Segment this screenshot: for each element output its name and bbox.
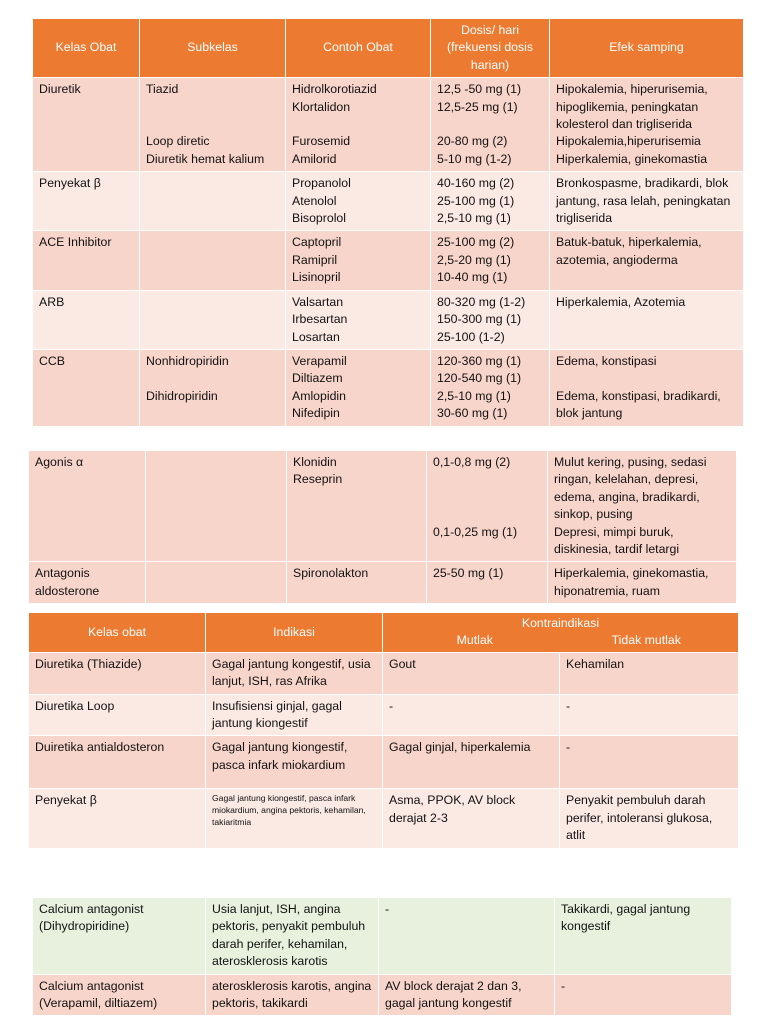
obat-text: Furosemid — [292, 134, 351, 149]
subkelas-cell — [140, 78, 286, 172]
header-indikasi: Indikasi — [206, 613, 383, 653]
dosis-text: 120-360 mg (1) — [437, 353, 522, 368]
dosis-text: 12,5-25 mg (1) — [437, 99, 518, 114]
table-header-row — [29, 613, 739, 653]
dosis-text: 40-160 mg (2) — [437, 176, 515, 191]
obat-cell — [286, 231, 431, 290]
subkelas-cell — [140, 172, 286, 231]
indikasi-cell: Gagal jantung kiongestif, pasca infark miokardium, angina pektoris, kehamilan, takiaritmia — [206, 789, 383, 849]
obat-text: Valsartan — [292, 294, 344, 309]
header-kelas-obat: Kelas obat — [29, 613, 206, 653]
dosis-cell — [431, 349, 550, 426]
obat-text: Propanolol — [292, 176, 351, 191]
obat-text: Hidrolkorotiazid — [292, 82, 377, 97]
efek-text: Mulut kering, pusing, sedasi ringan, kelelahan, depresi, edema, angina, bradikardi, sinkop, pusing — [554, 455, 707, 522]
table-row — [29, 789, 739, 849]
mutlak-cell: Gout — [383, 652, 560, 694]
table-row — [33, 172, 744, 231]
efek-cell — [550, 349, 744, 426]
obat-text: Irbesartan — [292, 312, 348, 327]
kelas-cell: Diuretik — [33, 78, 140, 172]
dosis-text: 0,1-0,25 mg (1) — [433, 524, 518, 539]
dosis-cell — [431, 290, 550, 349]
header-kelas-obat: Kelas Obat — [33, 19, 140, 78]
kelas-cell: Agonis α — [29, 451, 146, 562]
subkelas-cell — [146, 451, 287, 562]
obat-text: Lisinopril — [292, 270, 341, 285]
header-kontraindikasi-label: Kontraindikasi — [521, 616, 600, 630]
obat-text: Amlopidin — [292, 388, 346, 403]
indikasi-cell: Gagal jantung kongestif, usia lanjut, ISH, ras Afrika — [206, 652, 383, 694]
dosis-text: 0,1-0,8 mg (2) — [433, 455, 511, 469]
dosis-text: 80-320 mg (1-2) — [437, 294, 526, 309]
subkelas-cell — [140, 349, 286, 426]
obat-cell: Spironolakton — [287, 562, 427, 604]
kelas-cell: Duiretika antialdosteron — [29, 736, 206, 789]
kelas-cell: Calcium antagonist (Dihydropiridine) — [33, 898, 206, 975]
tidak-mutlak-cell: - — [560, 694, 739, 736]
obat-cell — [287, 451, 427, 562]
additional-drug-table — [28, 450, 737, 604]
dosis-text: 25-100 mg (2) — [437, 235, 515, 250]
subkelas-text: Loop diretic — [146, 134, 210, 149]
header-mutlak: Mutlak — [456, 633, 493, 648]
table-row — [29, 652, 739, 694]
dosis-text: 120-540 mg (1) — [437, 371, 522, 386]
kelas-cell: Penyekat β — [29, 789, 206, 849]
dosis-text: 30-60 mg (1) — [437, 406, 508, 421]
dosis-cell — [431, 78, 550, 172]
efek-cell — [550, 78, 744, 172]
obat-text: Klonidin — [293, 455, 337, 469]
header-subkelas: Subkelas — [140, 19, 286, 78]
table-row — [33, 231, 744, 290]
efek-text: Depresi, mimpi buruk, diskinesia, tardif letargi — [554, 524, 680, 557]
subkelas-cell — [140, 290, 286, 349]
header-contoh-obat: Contoh Obat — [286, 19, 431, 78]
obat-cell — [286, 349, 431, 426]
obat-cell — [286, 78, 431, 172]
table-row — [33, 78, 744, 172]
efek-cell: Hiperkalemia, ginekomastia, hiponatremia, ruam — [548, 562, 737, 604]
subkelas-text: Tiazid — [146, 82, 179, 97]
dosis-text: 10-40 mg (1) — [437, 270, 508, 285]
header-tidak-mutlak: Tidak mutlak — [611, 633, 681, 648]
subkelas-text: Dihidropiridin — [146, 388, 218, 403]
subkelas-text: Diuretik hemat kalium — [146, 151, 265, 166]
dosis-cell — [431, 172, 550, 231]
obat-text: Reseprin — [293, 472, 343, 487]
dosis-text: 2,5-20 mg (1) — [437, 252, 511, 267]
header-dosis: Dosis/ hari (frekuensi dosis harian) — [431, 19, 550, 78]
subkelas-cell — [140, 231, 286, 290]
obat-text: Verapamil — [292, 353, 347, 368]
efek-text: Edema, konstipasi, bradikardi, blok jantung — [556, 388, 721, 421]
kelas-cell: ARB — [33, 290, 140, 349]
table-row — [29, 694, 739, 736]
table-row — [33, 349, 744, 426]
dosis-cell — [427, 451, 548, 562]
tidak-mutlak-cell: - — [555, 974, 732, 1016]
table-row — [29, 562, 737, 604]
dosis-text: 5-10 mg (1-2) — [437, 151, 512, 166]
calcium-antagonist-table — [32, 897, 732, 1016]
dosis-text: 2,5-10 mg (1) — [437, 388, 511, 403]
kelas-cell: CCB — [33, 349, 140, 426]
mutlak-cell: AV block derajat 2 dan 3, gagal jantung kongestif — [379, 974, 555, 1016]
efek-text: Edema, konstipasi — [556, 353, 657, 368]
obat-text: Losartan — [292, 329, 340, 344]
obat-text: Diltiazem — [292, 371, 343, 386]
tidak-mutlak-cell: Kehamilan — [560, 652, 739, 694]
efek-cell: Hiperkalemia, Azotemia — [550, 290, 744, 349]
dosis-text: 20-80 mg (2) — [437, 134, 508, 149]
header-efek-samping: Efek samping — [550, 19, 744, 78]
table-row — [33, 290, 744, 349]
kelas-cell: ACE Inhibitor — [33, 231, 140, 290]
kelas-cell: Penyekat β — [33, 172, 140, 231]
indikasi-cell: aterosklerosis karotis, angina pektoris, takikardi — [206, 974, 379, 1016]
efek-text: Hiperkalemia, ginekomastia — [556, 151, 708, 166]
obat-text: Captopril — [292, 235, 342, 250]
mutlak-cell: Gagal ginjal, hiperkalemia — [383, 736, 560, 789]
dosis-text: 150-300 mg (1) — [437, 312, 522, 327]
indikasi-cell: Gagal jantung kiongestif, pasca infark miokardium — [206, 736, 383, 789]
obat-text: Amilorid — [292, 151, 337, 166]
obat-text: Nifedipin — [292, 406, 340, 421]
obat-cell — [286, 172, 431, 231]
dosis-text: 12,5 -50 mg (1) — [437, 82, 522, 97]
kelas-cell: Diuretika Loop — [29, 694, 206, 736]
table-row — [29, 451, 737, 562]
antihypertensive-drug-table — [32, 18, 744, 427]
obat-text: Klortalidon — [292, 99, 351, 114]
indikasi-cell: Insufisiensi ginjal, gagal jantung kiongestif — [206, 694, 383, 736]
table-header-row — [33, 19, 744, 78]
efek-text: Hipokalemia,hiperurisemia — [556, 134, 701, 149]
dosis-text: 2,5-10 mg (1) — [437, 211, 511, 226]
efek-cell — [548, 451, 737, 562]
mutlak-cell: - — [379, 898, 555, 975]
tidak-mutlak-cell: - — [560, 736, 739, 789]
obat-cell — [286, 290, 431, 349]
dosis-text: 25-100 (1-2) — [437, 329, 505, 344]
efek-cell: Batuk-batuk, hiperkalemia, azotemia, angioderma — [550, 231, 744, 290]
dosis-cell — [431, 231, 550, 290]
efek-text: Hipokalemia, hiperurisemia, hipoglikemia, peningkatan kolesterol dan trigliserida — [556, 82, 708, 132]
dosis-cell: 25-50 mg (1) — [427, 562, 548, 604]
kelas-cell: Calcium antagonist (Verapamil, diltiazem) — [33, 974, 206, 1016]
table-row — [29, 736, 739, 789]
dosis-text: 25-100 mg (1) — [437, 193, 515, 208]
table-row — [33, 898, 732, 975]
header-kontraindikasi — [383, 613, 739, 653]
obat-text: Atenolol — [292, 193, 337, 208]
obat-text: Bisoprolol — [292, 211, 346, 226]
subkelas-text: Nonhidropiridin — [146, 353, 229, 368]
kelas-cell: Antagonis aldosterone — [29, 562, 146, 604]
mutlak-cell: Asma, PPOK, AV block derajat 2-3 — [383, 789, 560, 849]
kelas-cell: Diuretika (Thiazide) — [29, 652, 206, 694]
obat-text: Ramipril — [292, 252, 338, 267]
mutlak-cell: - — [383, 694, 560, 736]
indication-contraindication-table — [28, 612, 739, 849]
table-row — [33, 974, 732, 1016]
tidak-mutlak-cell: Penyakit pembuluh darah perifer, intoleransi glukosa, atlit — [560, 789, 739, 849]
efek-cell: Bronkospasme, bradikardi, blok jantung, rasa lelah, peningkatan trigliserida — [550, 172, 744, 231]
subkelas-cell — [146, 562, 287, 604]
tidak-mutlak-cell: Takikardi, gagal jantung kongestif — [555, 898, 732, 975]
indikasi-cell: Usia lanjut, ISH, angina pektoris, penyakit pembuluh darah perifer, kehamilan, aterosklerosis karotis — [206, 898, 379, 975]
